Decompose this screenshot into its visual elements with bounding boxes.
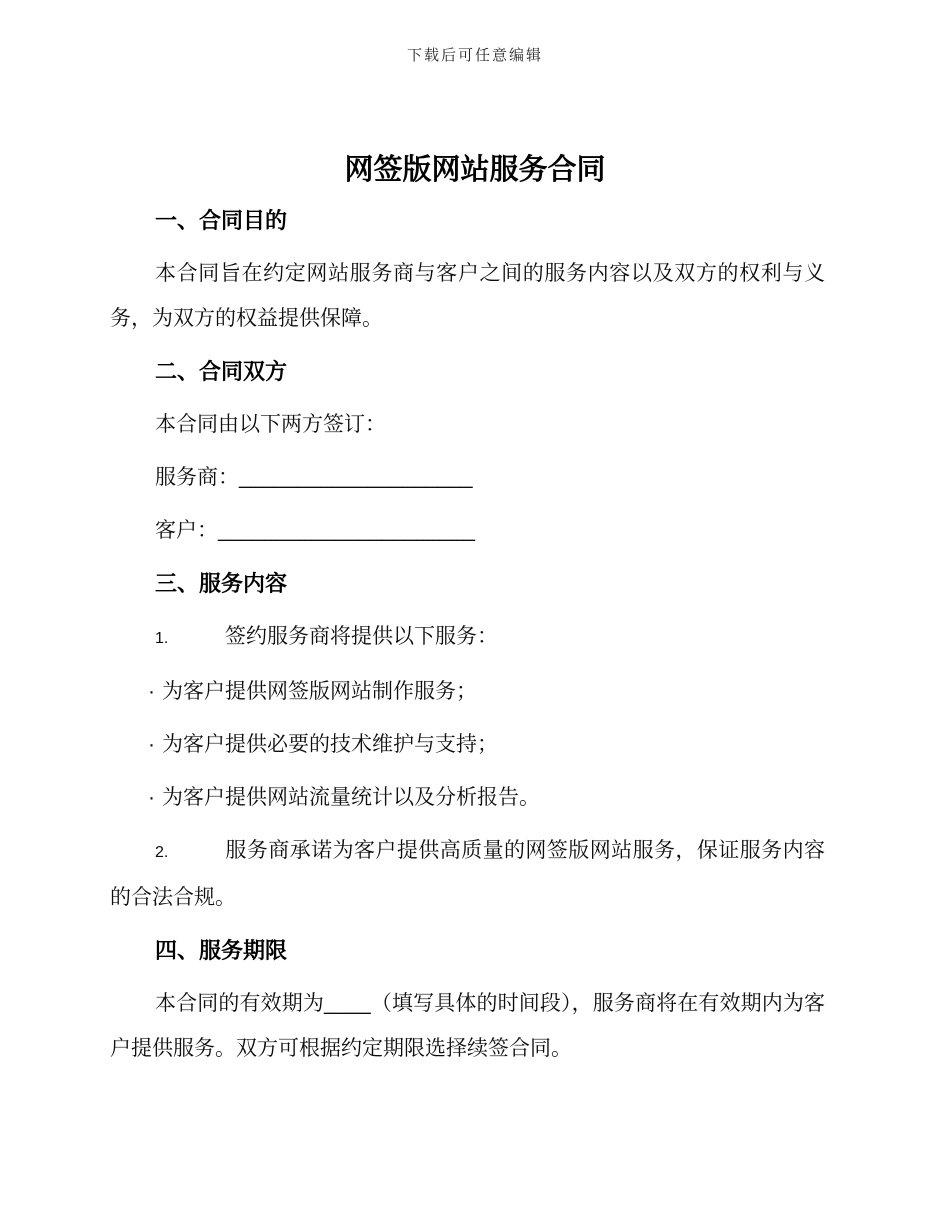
list-number: 1. — [155, 630, 169, 647]
bullet-item — [148, 669, 825, 714]
numbered-item-text: 签约服务商将提供以下服务： — [225, 625, 498, 648]
section-heading-parties: 二、合同双方 — [155, 359, 288, 384]
provider-blank-line: 服务商：____________________ — [155, 466, 473, 489]
bullet-text: 为客户提供必要的技术维护与支持； — [162, 733, 498, 756]
paragraph-parties-intro: 本合同由以下两方签订： — [155, 413, 386, 436]
client-blank-line: 客户：______________________ — [155, 519, 475, 542]
list-number: 2. — [155, 844, 169, 861]
paragraph-purpose-body: 本合同旨在约定网站服务商与客户之间的服务内容以及双方的权利与义务，为双方的权益提供保障。 — [110, 262, 825, 330]
bullet-dot-icon: · — [148, 786, 155, 809]
paragraph-term-body: 本合同的有效期为____（填写具体的时间段），服务商将在有效期内为客户提供服务。双方可根据约定期限选择续签合同。 — [110, 992, 825, 1060]
bullet-item — [148, 722, 825, 767]
numbered-item-1 — [110, 614, 825, 661]
document-title: 网签版网站服务合同 — [344, 154, 606, 186]
bullet-text: 为客户提供网站流量统计以及分析报告。 — [162, 786, 540, 809]
numbered-item-2 — [110, 828, 825, 920]
header-note: 下载后可任意编辑 — [406, 48, 543, 64]
section-heading-term: 四、服务期限 — [155, 938, 288, 963]
bullet-dot-icon: · — [148, 680, 155, 703]
numbered-item-text: 服务商承诺为客户提供高质量的网签版网站服务，保证服务内容的合法合规。 — [110, 839, 825, 909]
bullet-item — [148, 775, 825, 820]
document-body — [110, 198, 825, 1071]
bullet-dot-icon: · — [148, 733, 155, 756]
section-heading-purpose: 一、合同目的 — [155, 208, 288, 233]
section-heading-services: 三、服务内容 — [155, 571, 288, 596]
bullet-text: 为客户提供网签版网站制作服务； — [162, 680, 477, 703]
